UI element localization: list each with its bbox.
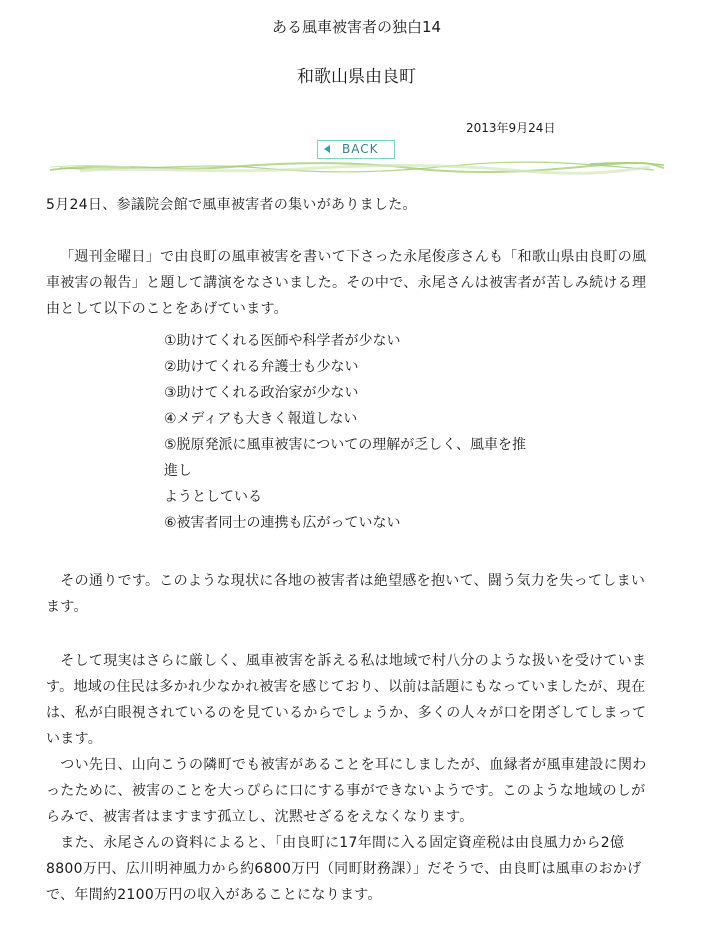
text-line: ったために、被害のことを大っぴらに口にする事ができないようです。このような地域のしが [46,783,646,799]
text-line: その通りです。このような現状に各地の被害者は絶望感を抱いて、闘う気力を失ってしまい [46,573,646,589]
text-line: 8800万円、広川明神風力から約6800万円（同町財務課）」だそうで、由良町は風車のおかげ [46,861,642,877]
leaf-divider [50,158,664,176]
paragraph-lecture [46,244,670,322]
series-title: ある風車被害者の独白14 [271,18,442,36]
text-line: います。 [46,731,103,747]
text-line: つい先日、山向こうの隣町でも被害があることを耳にしましたが、血縁者が風車建設に関わ [46,757,647,773]
paragraph-intro: 5月24日、参議院会館で風車被害者の集いがありました。 [46,197,417,213]
list-item: ①助けてくれる医師や科学者が少ない [164,333,401,349]
page-title: 和歌山県由良町 [297,67,416,87]
list-item: ②助けてくれる弁護士も少ない [164,359,359,375]
text-line: また、永尾さんの資料によると、「由良町に17年間に入る固定資産税は由良風力から2億 [46,835,625,851]
text-line: は、私が白眼視されているのを見ているからでしょうか、多くの人々が口を閉ざしてしまって [46,705,647,721]
date-label: 2013年9月24日 [466,121,556,135]
list-item: ⑥被害者同士の連携も広がっていない [164,515,401,531]
paragraph-reality [46,648,670,908]
list-item: 進し [164,463,192,479]
paragraph-despair [46,568,670,620]
list-item: ③助けてくれる政治家が少ない [164,385,359,401]
back-button-label: BACK [342,142,379,156]
text-line: らみで、被害者はますます孤立し、沈黙せざるをえなくなります。 [46,809,474,825]
list-item: ⑤脱原発派に風車被害についての理解が乏しく、風車を推 [164,437,526,453]
back-button[interactable] [317,140,395,159]
text-line: 「週刊金曜日」で由良町の風車被害を書いて下さった永尾俊彦さんも「和歌山県由良町の風 [60,249,647,265]
text-line: で、年間約2100万円の収入があることになります。 [46,887,382,903]
text-line: そして現実はさらに厳しく、風車被害を訴える私は地域で村八分のような扱いを受けていま [46,653,647,669]
text-line: す。地域の住民は多かれ少なかれ被害を感じており、以前は話題にもなっていましたが、現在 [46,679,646,695]
back-arrow-icon [324,145,330,153]
text-line: ます。 [46,599,88,615]
text-line: 車被害の報告」と題して講演をなさいました。その中で、永尾さんは被害者が苦しみ続ける理 [46,275,647,291]
list-item: ④メディアも大きく報道しない [164,411,358,427]
list-item: ようとしている [164,489,262,505]
reasons-list [164,328,564,536]
text-line: 由として以下のことをあげています。 [46,301,288,317]
